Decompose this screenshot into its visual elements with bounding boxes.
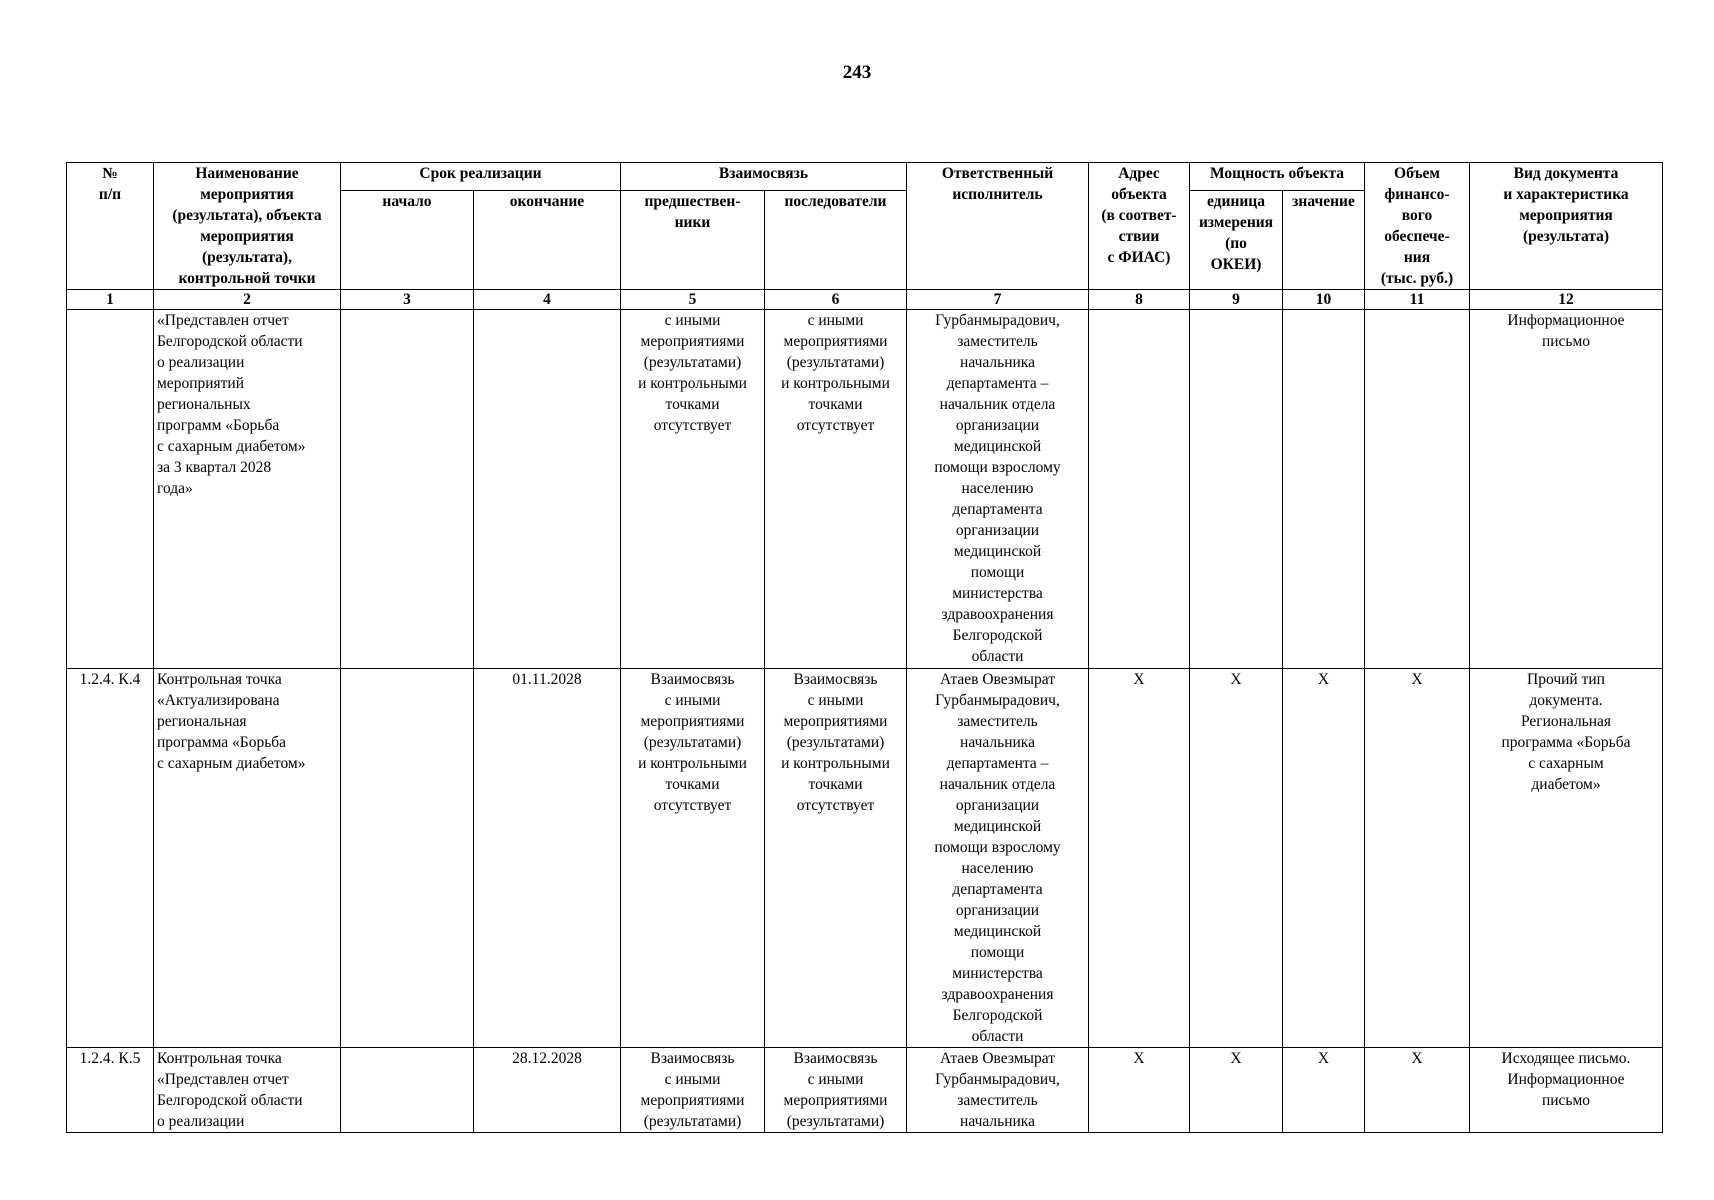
- row-number: 1.2.4. К.4: [67, 669, 154, 1048]
- row-document-type: Прочий тип документа. Региональная программа «Борьба с сахарным диабетом»: [1470, 669, 1663, 1048]
- row-start: [341, 669, 474, 1048]
- column-number: 5: [621, 290, 765, 310]
- column-number: 8: [1089, 290, 1190, 310]
- header-start: начало: [341, 191, 474, 290]
- row-value: Х: [1283, 669, 1365, 1048]
- activity-plan-table: [66, 162, 1663, 1133]
- column-number: 4: [474, 290, 621, 310]
- header-address: Адрес объекта (в соответ- ствии с ФИАС): [1089, 163, 1190, 290]
- column-number: 1: [67, 290, 154, 310]
- table-row: [67, 669, 1663, 1048]
- row-document-type: Информационное письмо: [1470, 310, 1663, 669]
- row-predecessors: Взаимосвязь с иными мероприятиями (результатами): [621, 1048, 765, 1133]
- column-number: 10: [1283, 290, 1365, 310]
- row-funding: Х: [1365, 1048, 1470, 1133]
- row-successors: Взаимосвязь с иными мероприятиями (результатами) и контрольными точками отсутствует: [765, 669, 907, 1048]
- row-number: 1.2.4. К.5: [67, 1048, 154, 1133]
- column-number: 11: [1365, 290, 1470, 310]
- column-number: 9: [1190, 290, 1283, 310]
- column-number: 12: [1470, 290, 1663, 310]
- column-number: 7: [907, 290, 1089, 310]
- row-value: [1283, 310, 1365, 669]
- header-value: значение: [1283, 191, 1365, 290]
- row-successors: с иными мероприятиями (результатами) и контрольными точками отсутствует: [765, 310, 907, 669]
- row-document-type: Исходящее письмо. Информационное письмо: [1470, 1048, 1663, 1133]
- row-address: [1089, 310, 1190, 669]
- row-responsible: Атаев Овезмырат Гурбанмырадович, заместитель начальника департамента – начальник отдела организации медицинской помощи взрослому населению департамента организации медицинской помощи министерства здравоохранения Белгородской области: [907, 669, 1089, 1048]
- header-capacity: Мощность объекта: [1190, 163, 1365, 191]
- row-unit: Х: [1190, 1048, 1283, 1133]
- row-address: Х: [1089, 1048, 1190, 1133]
- row-start: [341, 1048, 474, 1133]
- row-funding: [1365, 310, 1470, 669]
- row-unit: Х: [1190, 669, 1283, 1048]
- header-responsible: Ответственный исполнитель: [907, 163, 1089, 290]
- row-name: Контрольная точка «Актуализирована региональная программа «Борьба с сахарным диабетом»: [154, 669, 341, 1048]
- row-name: Контрольная точка «Представлен отчет Белгородской области о реализации: [154, 1048, 341, 1133]
- table-row: [67, 1048, 1663, 1133]
- row-address: Х: [1089, 669, 1190, 1048]
- row-successors: Взаимосвязь с иными мероприятиями (результатами): [765, 1048, 907, 1133]
- page-number: 243: [842, 62, 872, 83]
- row-predecessors: с иными мероприятиями (результатами) и контрольными точками отсутствует: [621, 310, 765, 669]
- column-number: 6: [765, 290, 907, 310]
- row-predecessors: Взаимосвязь с иными мероприятиями (результатами) и контрольными точками отсутствует: [621, 669, 765, 1048]
- header-relationship: Взаимосвязь: [621, 163, 907, 191]
- row-value: Х: [1283, 1048, 1365, 1133]
- header-end: окончание: [474, 191, 621, 290]
- header-number: № п/п: [67, 163, 154, 290]
- column-number: 2: [154, 290, 341, 310]
- row-name: «Представлен отчет Белгородской области о реализации мероприятий региональных программ «Борьба с сахарным диабетом» за 3 квартал 2028 года»: [154, 310, 341, 669]
- row-number: [67, 310, 154, 669]
- header-document-type: Вид документа и характеристика мероприятия (результата): [1470, 163, 1663, 290]
- column-number: 3: [341, 290, 474, 310]
- table-row: [67, 310, 1663, 669]
- header-unit: единица измерения (по ОКЕИ): [1190, 191, 1283, 290]
- row-start: [341, 310, 474, 669]
- row-responsible: Гурбанмырадович, заместитель начальника департамента – начальник отдела организации медицинской помощи взрослому населению департамента организации медицинской помощи министерства здравоохранения Белгородской области: [907, 310, 1089, 669]
- header-funding: Объем финансо- вого обеспече- ния (тыс. руб.): [1365, 163, 1470, 290]
- header-period: Срок реализации: [341, 163, 621, 191]
- row-funding: Х: [1365, 669, 1470, 1048]
- row-end: [474, 310, 621, 669]
- header-successors: последователи: [765, 191, 907, 290]
- row-unit: [1190, 310, 1283, 669]
- row-end: 01.11.2028: [474, 669, 621, 1048]
- row-end: 28.12.2028: [474, 1048, 621, 1133]
- row-responsible: Атаев Овезмырат Гурбанмырадович, заместитель начальника: [907, 1048, 1089, 1133]
- header-name: Наименование мероприятия (результата), объекта мероприятия (результата), контрольной точки: [154, 163, 341, 290]
- header-predecessors: предшествен- ники: [621, 191, 765, 290]
